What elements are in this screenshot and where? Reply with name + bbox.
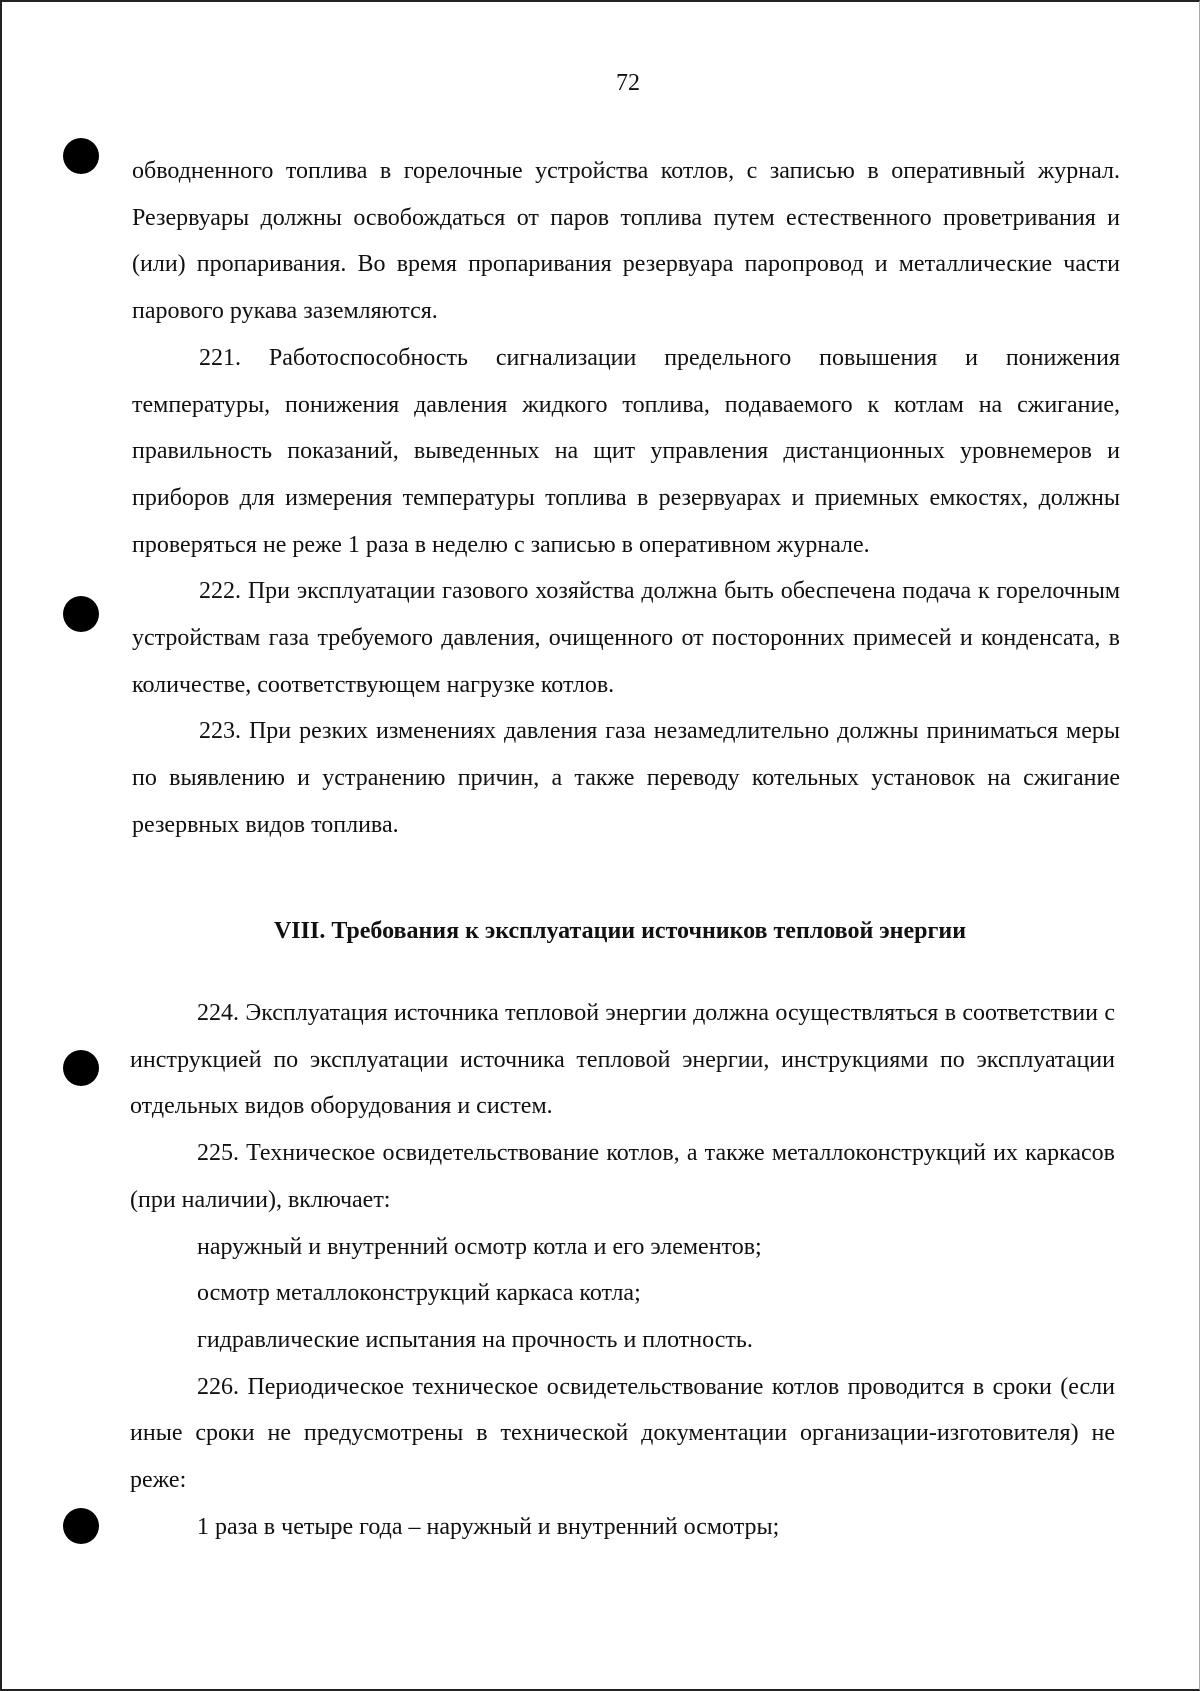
list-item: осмотр металлоконструкций каркаса котла; bbox=[197, 1280, 641, 1307]
section-heading: VIII. Требования к эксплуатации источников тепловой энергии bbox=[273, 918, 967, 944]
page-number: 72 bbox=[616, 70, 640, 96]
paragraph-222: 222. При эксплуатации газового хозяйства должна быть обеспечена подача к горелочным устройствам газа требуемого давления, очищенного от посторонних примесей и конденсата, в количестве, соответствующем нагрузке котлов. bbox=[132, 578, 1120, 698]
list-item: гидравлические испытания на прочность и плотность. bbox=[197, 1326, 753, 1353]
punch-hole bbox=[63, 596, 99, 632]
punch-hole bbox=[63, 1050, 99, 1086]
punch-hole bbox=[63, 1508, 99, 1544]
paragraph-225: 225. Техническое освидетельствование котлов, а также металлоконструкций их каркасов (при наличии), включает: bbox=[130, 1140, 1115, 1213]
punch-hole bbox=[63, 138, 99, 174]
list-item: 1 раза в четыре года – наружный и внутренний осмотры; bbox=[197, 1513, 780, 1540]
paragraph-221: 221. Работоспособность сигнализации предельного повышения и понижения температуры, понижения давления жидкого топлива, подаваемого к котлам на сжигание, правильность показаний, выведенных на щит управления дистанционных уровнемеров и приборов для измерения температуры топлива в резервуарах и приемных емкостях, должны проверяться не реже 1 раза в неделю с записью в оперативном журнале. bbox=[132, 344, 1120, 558]
text-block-upper bbox=[132, 148, 1120, 849]
paragraph-224: 224. Эксплуатация источника тепловой энергии должна осуществляться в соответствии с инструкцией по эксплуатации источника тепловой энергии, инструкциями по эксплуатации отдельных видов оборудования и систем. bbox=[130, 1000, 1115, 1120]
paragraph-continuation: обводненного топлива в горелочные устройства котлов, с записью в оперативный журнал. Резервуары должны освобождаться от паров топлива путем естественного проветривания и (или) пропаривания. Во время пропаривания резервуара паропровод и металлические части парового рукава заземляются. bbox=[132, 158, 1120, 325]
text-block-lower bbox=[130, 990, 1115, 1550]
list-item: наружный и внутренний осмотр котла и его элементов; bbox=[197, 1233, 762, 1260]
paragraph-226: 226. Периодическое техническое освидетельствование котлов проводится в сроки (если иные сроки не предусмотрены в технической документации организации-изготовителя) не реже: bbox=[130, 1373, 1115, 1494]
paragraph-223: 223. При резких изменениях давления газа незамедлительно должны приниматься меры по выявлению и устранению причин, а также переводу котельных установок на сжигание резервных видов топлива. bbox=[132, 718, 1120, 838]
